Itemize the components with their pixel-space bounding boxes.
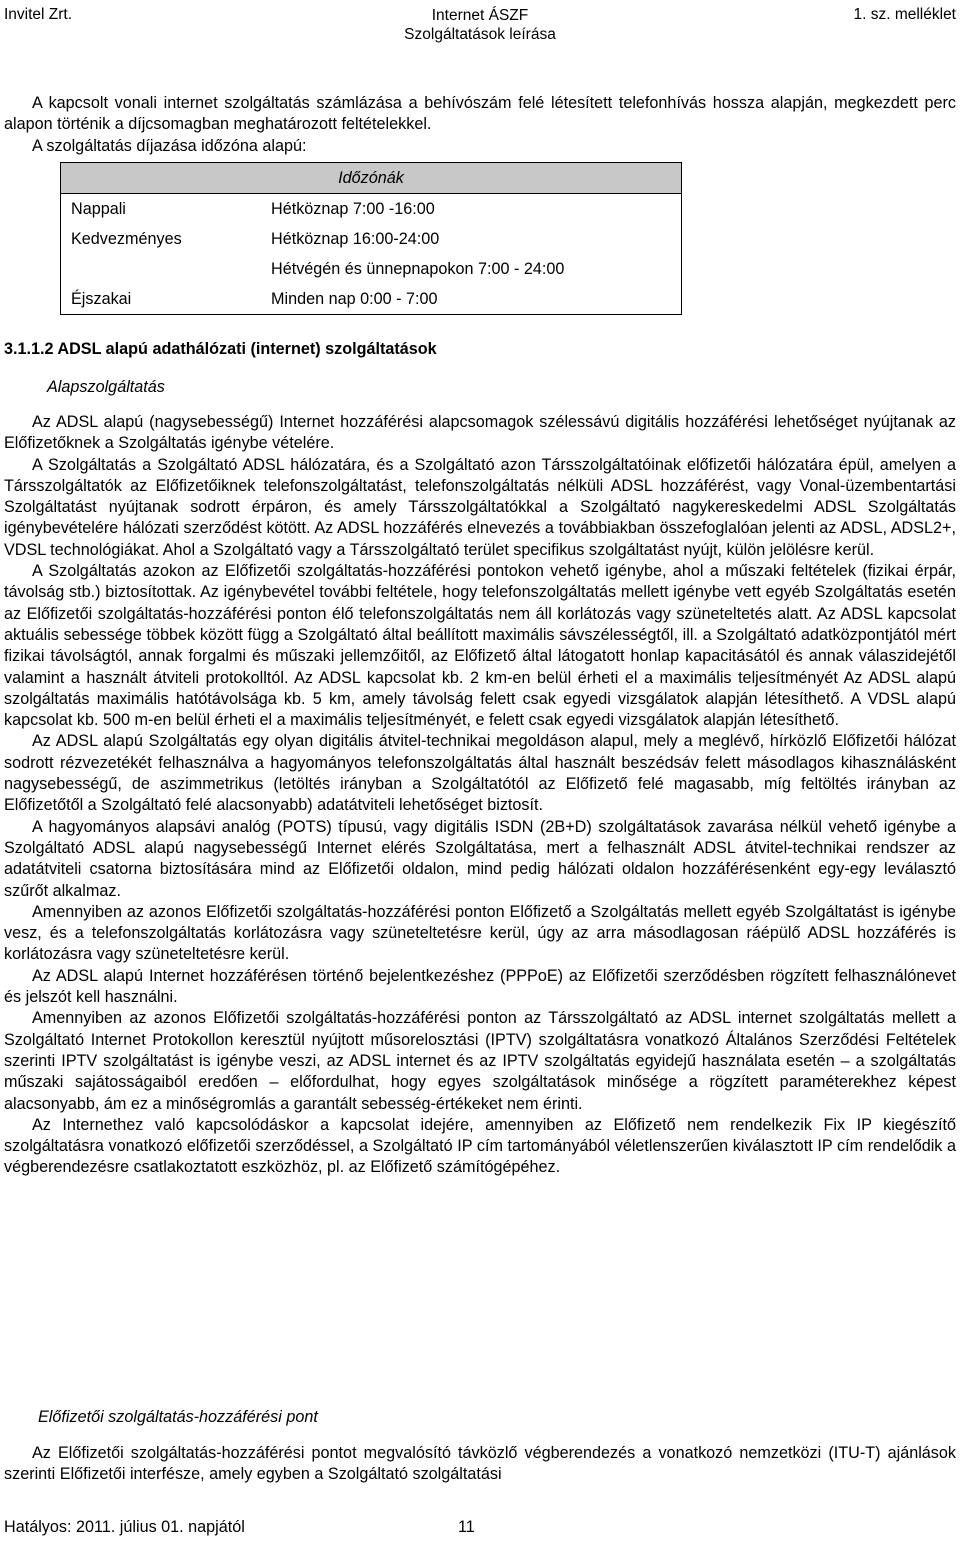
zone-name: Kedvezményes bbox=[61, 224, 262, 254]
header-company: Invitel Zrt. bbox=[4, 6, 73, 23]
section-body bbox=[4, 412, 956, 1179]
subheading-basic-service: Alapszolgáltatás bbox=[47, 378, 165, 396]
table-row bbox=[61, 224, 682, 254]
footer-page-number: 11 bbox=[458, 1518, 475, 1536]
header-title-line2: Szolgáltatások leírása bbox=[404, 26, 556, 43]
section-title: 3.1.1.2 ADSL alapú adathálózati (internet) szolgáltatások bbox=[4, 340, 437, 358]
body-paragraph: Az Előfizetői szolgáltatás-hozzáférési pontot megvalósító távközlő végberendezés a vonatkozó nemzetközi (ITU-T) ajánlások szerinti Előfizetői interfésze, amely egyben a Szolgáltató szolgáltatási bbox=[4, 1444, 956, 1484]
body-paragraph: A Szolgáltatás a Szolgáltató ADSL hálózatára, és a Szolgáltató azon Társszolgáltatóinak előfizetői hálózatára épül, amelyen a Társszolgáltatók az Előfizetőiknek telefonszolgáltatást, telefonszolgáltatás nélküli ADSL hozzáférést, vagy Vonal-üzembentartási Szolgáltatást nyújtanak sodrott érpáron, és amely Társszolgáltatókkal a Szolgáltató nagykereskedelmi ADSL Szolgáltatás igénybevételére hálózati szerződést kötött. Az ADSL hozzáférés elnevezés a továbbiakban összefoglalóan jelenti az ADSL, ADSL2+, VDSL technológiákat. Ahol a Szolgáltató vagy a Társszolgáltató terület specifikus szolgáltatást nyújt, külön jelölésre kerül. bbox=[4, 455, 956, 559]
timezone-table-header: Időzónák bbox=[61, 163, 682, 194]
intro-block bbox=[4, 93, 956, 157]
body-paragraph: Amennyiben az azonos Előfizetői szolgáltatás-hozzáférési ponton az Társszolgáltató az ADSL internet szolgáltatás mellett a Szolgáltató Internet Protokollon keresztül nyújtott műsorelosztási (IPTV) szolgáltatásra vonatkozó Általános Szerződési Feltételek szerinti IPTV szolgáltatást is igénybe veszi, az ADSL internet és az IPTV szolgáltatás egyidejű használata esetén – a szolgáltatás műszaki sajátosságaiból eredően – előfordulhat, hogy egyes szolgáltatások minősége a rögzített paraméterekhez képest alacsonyabb, ám ez a minőségromlás a garantált sebesség-értékeket nem érinti. bbox=[4, 1009, 956, 1113]
zone-period: Hétköznap 7:00 -16:00 bbox=[261, 194, 682, 225]
body-paragraph: Az ADSL alapú (nagysebességű) Internet hozzáférési alapcsomagok szélessávú digitális hozzáférési lehetőséget nyújtanak az Előfizetőknek a Szolgáltatás igénybe vételére. bbox=[4, 413, 956, 453]
zone-name: Éjszakai bbox=[61, 284, 262, 315]
body-paragraph: Az Internethez való kapcsolódáskor a kapcsolat idejére, amennyiben az Előfizető nem rendelkezik Fix IP kiegészítő szolgáltatásra vonatkozó előfizetői szerződéssel, a Szolgáltató IP cím tartományából véletlenszerűen kiválasztott IP cím rendelődik a végberendezésre csatlakoztatott eszközhöz, pl. az Előfizető számítógépéhez. bbox=[4, 1115, 956, 1177]
intro-paragraph-2: A szolgáltatás díjazása időzóna alapú: bbox=[32, 136, 307, 155]
header-title-line1: Internet ÁSZF bbox=[431, 7, 529, 24]
zone-period: Hétköznap 16:00-24:00 bbox=[261, 224, 682, 254]
body-paragraph: Az ADSL alapú Szolgáltatás egy olyan digitális átvitel-technikai megoldáson alapul, mely a meglévő, hírközlő Előfizetői hálózat sodrott rézvezetékét felhasználva a hagyományos telefonszolgáltatás által használt beszédsáv felett másodlagos kihasználásként nagysebességű, de aszimmetrikus (letöltés irányban a Szolgáltatótól az Előfizető felé magasabb, míg feltöltés irányban az Előfizetőtől a Szolgáltató felé alacsonyabb) adatátviteli lehetőséget biztosít. bbox=[4, 732, 956, 815]
table-row bbox=[61, 194, 682, 225]
zone-period: Minden nap 0:00 - 7:00 bbox=[261, 284, 682, 315]
body-paragraph: Az ADSL alapú Internet hozzáférésen történő bejelentkezéshez (PPPoE) az Előfizetői szerződésben rögzített felhasználónevet és jelszót kell használni. bbox=[4, 966, 956, 1007]
table-row bbox=[61, 254, 682, 284]
subheading-access-point: Előfizetői szolgáltatás-hozzáférési pont bbox=[38, 1408, 318, 1426]
last-paragraph-block bbox=[4, 1443, 956, 1486]
body-paragraph: A hagyományos alapsávi analóg (POTS) típusú, vagy digitális ISDN (2B+D) szolgáltatások zavarása nélkül vehető igénybe a Szolgáltató ADSL alapú nagysebességű Internet elérés Szolgáltatása, mert a felhasznált ADSL átvitel-technikai rendszer az adatátviteli csatorna biztosítására mind az Előfizetői oldalon, mind pedig hálózati oldalon hozzáférésenként egy-egy leválasztó szűrőt alkalmaz. bbox=[4, 817, 956, 900]
intro-paragraph-1: A kapcsolt vonali internet szolgáltatás számlázása a behívószám felé létesített telefonhívás hossza alapján, megkezdett perc alapon történik a díjcsomagban meghatározott feltételekkel. bbox=[4, 94, 956, 134]
table-row bbox=[61, 284, 682, 315]
footer-effective-date: Hatályos: 2011. július 01. napjától bbox=[4, 1518, 245, 1536]
header-title bbox=[0, 6, 960, 44]
header-appendix: 1. sz. melléklet bbox=[853, 6, 956, 23]
body-paragraph: Amennyiben az azonos Előfizetői szolgáltatás-hozzáférési ponton Előfizető a Szolgáltatás mellett egyéb Szolgáltatást is igénybe vesz, és a telefonszolgáltatás korlátozásra vagy szüneteltetésre kerül, úgy az arra másodlagosan ráépülő ADSL hozzáférés is korlátozásra vagy szüneteltetésre kerül. bbox=[4, 902, 956, 964]
zone-name: Nappali bbox=[61, 194, 262, 225]
zone-period: Hétvégén és ünnepnapokon 7:00 - 24:00 bbox=[261, 254, 682, 284]
timezone-table bbox=[60, 162, 682, 315]
body-paragraph: A Szolgáltatás azokon az Előfizetői szolgáltatás-hozzáférési pontokon vehető igénybe, ahol a műszaki feltételek (fizikai érpár, távolság stb.) biztosítottak. Az igénybevétel további feltétele, hogy telefonszolgáltatás mellett igénybe vett egyéb Szolgáltatás esetén az Előfizetői szolgáltatás-hozzáférési ponton élő telefonszolgáltatás nem áll korlátozás vagy szüneteltetés alatt. Az ADSL kapcsolat aktuális sebessége többek között függ a Szolgáltató által beállított maximális sávszélességtől, ill. a Szolgáltató adatközpontjától mért fizikai távolságtól, annak forgalmi és műszaki jellemzőitől, az Előfizető által látogatott honlap kapacitásától és annak válaszidejétől valamint a használt átviteli protokolltól. Az ADSL kapcsolat kb. 2 km-en belül érheti el a maximális teljesítményét Az ADSL alapú szolgáltatás maximális hatótávolsága kb. 5 km, amely távolság felett csak egyedi vizsgálatok alapján létesíthető. A VDSL alapú kapcsolat kb. 500 m-en belül érheti el a maximális teljesítményét, e felett csak egyedi vizsgálatok alapján létesíthető. bbox=[4, 562, 956, 730]
zone-name bbox=[61, 254, 262, 284]
